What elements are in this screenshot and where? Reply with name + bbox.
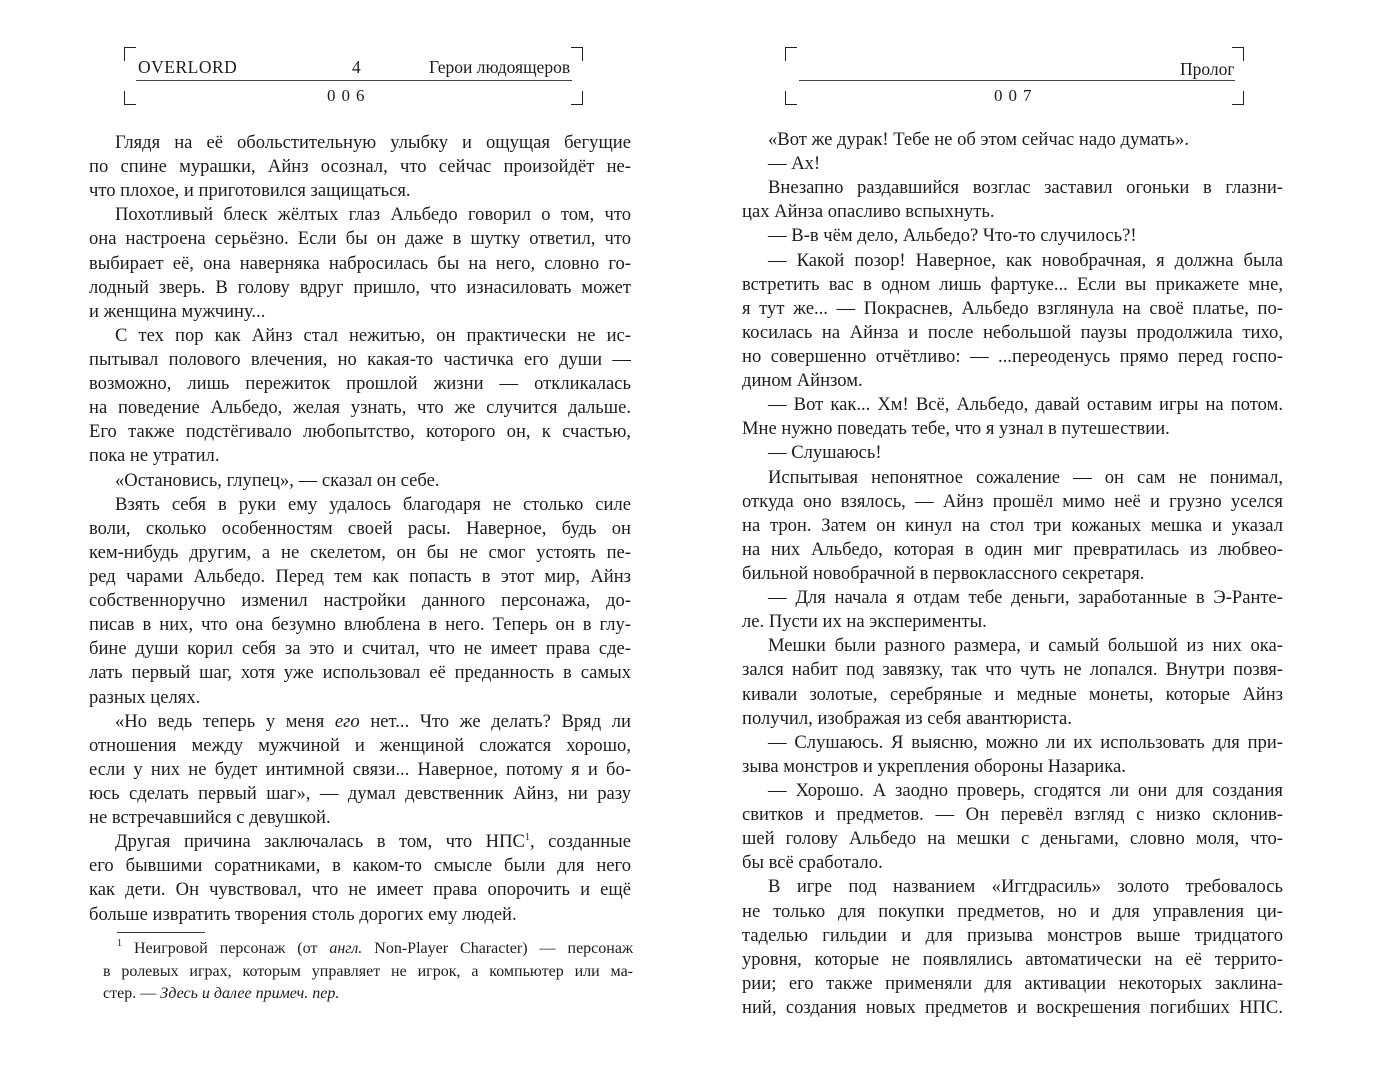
text-line: писав в них, что она безумно влюблена в него. Теперь он в глу-: [89, 614, 631, 636]
running-head-series: OVERLORD: [138, 57, 238, 77]
text-line: — Хорошо. А заодно проверь, сгодятся ли они для создания: [768, 779, 1283, 801]
text-line: Мешки были разного размера, и самый большой из них ока-: [768, 635, 1283, 657]
text-line: воли, сколько особенностям своей расы. Наверное, будь он: [89, 517, 631, 539]
header-rule: [799, 80, 1235, 81]
left-page-text: [89, 131, 631, 927]
text-line: как дети. Он чувствовал, что не имеет права опорочить и ещё: [89, 879, 631, 901]
crop-mark-top-left: [124, 47, 136, 61]
text-line: ред чарами Альбедо. Перед тем как попасть в этот мир, Айнз: [89, 565, 631, 587]
text-line: свитков и предметов. — Он перевёл взгляд с низко склонив-: [742, 804, 1283, 826]
crop-mark-top-left: [785, 47, 797, 61]
text-line: «Остановись, глупец», — сказал он себе.: [115, 469, 440, 491]
text-line: уровня, которые не появлялись автоматически на её террито-: [742, 948, 1283, 970]
text-line: она настроена серьёзно. Если бы он даже в шутку ответил, что: [89, 228, 631, 250]
text-line: таделью гильдии и для призыва монстров выше тридцатого: [742, 924, 1283, 946]
text-line: бы всё сработало.: [742, 852, 883, 874]
text-line: шей голову Альбедо на мешки с деньгами, словно моля, что-: [742, 828, 1283, 850]
text-line: Внезапно раздавшийся возглас заставил огоньки в глазни-: [768, 177, 1283, 199]
text-line: Испытывая непонятное сожаление — он сам не понимал,: [768, 466, 1283, 488]
text-line: — В-в чём дело, Альбедо? Что-то случилось?!: [768, 225, 1137, 247]
text-line: пока не утратил.: [89, 445, 220, 467]
text-line: кем-нибудь другим, а не скелетом, он бы не смог устоять пе-: [89, 541, 631, 563]
text-line: я тут же... — Покраснев, Альбедо взглянула на своё платье, по-: [742, 297, 1283, 319]
running-head-volume: 4: [352, 57, 361, 77]
text-line: «Но ведь теперь у меня его нет... Что же делать? Вряд ли: [115, 710, 631, 732]
text-line: возможно, лишь пережиток прошлой жизни — откликалась: [89, 373, 631, 395]
text-line: на поведение Альбедо, желая узнать, что же случится дальше.: [89, 397, 631, 419]
text-line: пытывал полового влечения, но какая-то частичка его души —: [89, 348, 631, 370]
text-line: Взять себя в руки ему удалось благодаря не столько силе: [115, 493, 631, 515]
text-line: по спине мурашки, Айнз осознал, что сейчас произойдёт не-: [89, 156, 631, 178]
text-line: Другая причина заключалась в том, что НПС$^1$, созданные: [115, 831, 631, 853]
text-line: на трон. Затем он кинул на стол три кожаных мешка и указал: [742, 514, 1283, 536]
text-line: отношения между мужчиной и женщиной сложатся хорошо,: [89, 734, 631, 756]
text-line: встретить вас в одном лишь фартуке... Если вы прикажете мне,: [742, 273, 1283, 295]
text-line: кивали золотые, серебряные и медные монеты, которые Айнз: [742, 683, 1283, 705]
page-number: 006: [327, 86, 371, 105]
text-line: Мне нужно поведать тебе, что я узнал в путешествии.: [742, 418, 1170, 440]
text-line: юсь сделать первый шаг», — думал девственник Айнз, ни разу: [89, 782, 631, 804]
text-line: косилась на Айнза и после небольшой паузы продолжила тихо,: [742, 321, 1283, 343]
footnote: [103, 938, 633, 1006]
text-line: Его также подстёгивало любопытство, которого он, к счастью,: [89, 421, 631, 443]
text-line: зался набит под завязку, так что чуть не лопался. Внутри позвя-: [742, 659, 1283, 681]
text-line: и женщина мужчину...: [89, 300, 266, 322]
text-line: Похотливый блеск жёлтых глаз Альбедо говорил о том, что: [115, 204, 631, 226]
text-line: бильной новобрачной в первоклассного секретаря.: [742, 562, 1145, 584]
text-line: бине души корил себя за это и считал, что не имеет права сде-: [89, 638, 631, 660]
page-number: 007: [994, 86, 1038, 105]
footnote-line: в ролевых играх, которым управляет не игрок, а компьютер или ма-: [103, 962, 633, 980]
text-line: что плохое, и приготовился защищаться.: [89, 180, 411, 202]
text-line: лодный зверь. В голову вдруг пришло, что изнасиловать может: [89, 276, 631, 298]
text-line: — Какой позор! Наверное, как новобрачная, я должна была: [768, 249, 1283, 271]
footnote-line: $^1$ Неигровой персонаж (от англ. Non-Player Character) — персонаж: [117, 938, 633, 957]
left-page: [0, 0, 687, 1080]
text-line: цах Айнза опасливо вспыхнуть.: [742, 201, 995, 223]
text-line: — Для начала я отдам тебе деньги, заработанные в Э-Ранте-: [768, 587, 1283, 609]
text-line: собственноручно изменил настройки данного персонажа, до-: [89, 590, 631, 612]
text-line: получил, изображая из себя авантюриста.: [742, 707, 1072, 729]
running-head-volume-title: Герои людоящеров: [429, 57, 571, 77]
crop-mark-bottom-right: [1232, 91, 1244, 105]
text-line: — Ах!: [768, 153, 821, 175]
text-line: В игре под названием «Иггдрасиль» золото требовалось: [768, 876, 1283, 898]
crop-mark-bottom-left: [785, 91, 797, 105]
text-line: зыва монстров и укрепления обороны Назарика.: [742, 755, 1126, 777]
footnote-line: стер. — Здесь и далее примеч. пер.: [103, 985, 340, 1002]
crop-mark-bottom-right: [571, 91, 583, 105]
header-rule: [136, 80, 572, 81]
text-line: откуда оно взялось, — Айнз прошёл мимо неё и грузно уселся: [742, 490, 1283, 512]
text-line: его бывшими соратниками, в каком-то смысле были для него: [89, 855, 631, 877]
text-line: разных целях.: [89, 686, 201, 708]
text-line: дином Айнзом.: [742, 370, 863, 392]
right-page-text: [742, 128, 1283, 1020]
text-line: ле. Пусти их на эксперименты.: [742, 611, 987, 633]
text-line: С тех пор как Айнз стал нежитью, он практически не ис-: [115, 324, 631, 346]
text-line: если у них не будет интимной связи... Наверное, потому я и бо-: [89, 758, 631, 780]
text-line: — Вот как... Хм! Всё, Альбедо, давай оставим игры на потом.: [768, 394, 1283, 416]
right-page: [687, 0, 1375, 1080]
text-line: больше извратить творения столь дорогих ему людей.: [89, 903, 517, 925]
text-line: — Слушаюсь. Я выясню, можно ли их использовать для при-: [768, 731, 1283, 753]
text-line: не встречавшийся с девушкой.: [89, 807, 331, 829]
crop-mark-bottom-left: [124, 91, 136, 105]
text-line: «Вот же дурак! Тебе не об этом сейчас надо думать».: [768, 129, 1189, 150]
text-line: лать первый шаг, хотя уже использовал её преданность в самых: [89, 662, 631, 684]
text-line: но совершенно отчётливо: — ...переоденусь прямо перед госпо-: [742, 345, 1283, 367]
text-line: ний, создания новых предметов и воскрешения погибших НПС.: [742, 996, 1283, 1018]
text-line: Глядя на её обольстительную улыбку и ощущая бегущие: [115, 132, 631, 153]
crop-mark-top-right: [571, 47, 583, 61]
running-head-chapter: Пролог: [1180, 59, 1235, 79]
text-line: не только для покупки предметов, но и для управления ци-: [742, 900, 1283, 922]
text-line: — Слушаюсь!: [768, 442, 882, 464]
text-line: выбирает её, она наверняка набросилась бы на него, словно го-: [89, 252, 631, 274]
footnote-rule: [117, 932, 205, 933]
text-line: на них Альбедо, которая в один миг превратилась из любвео-: [742, 538, 1283, 560]
text-line: рии; его также применяли для активации некоторых заклина-: [742, 972, 1283, 994]
